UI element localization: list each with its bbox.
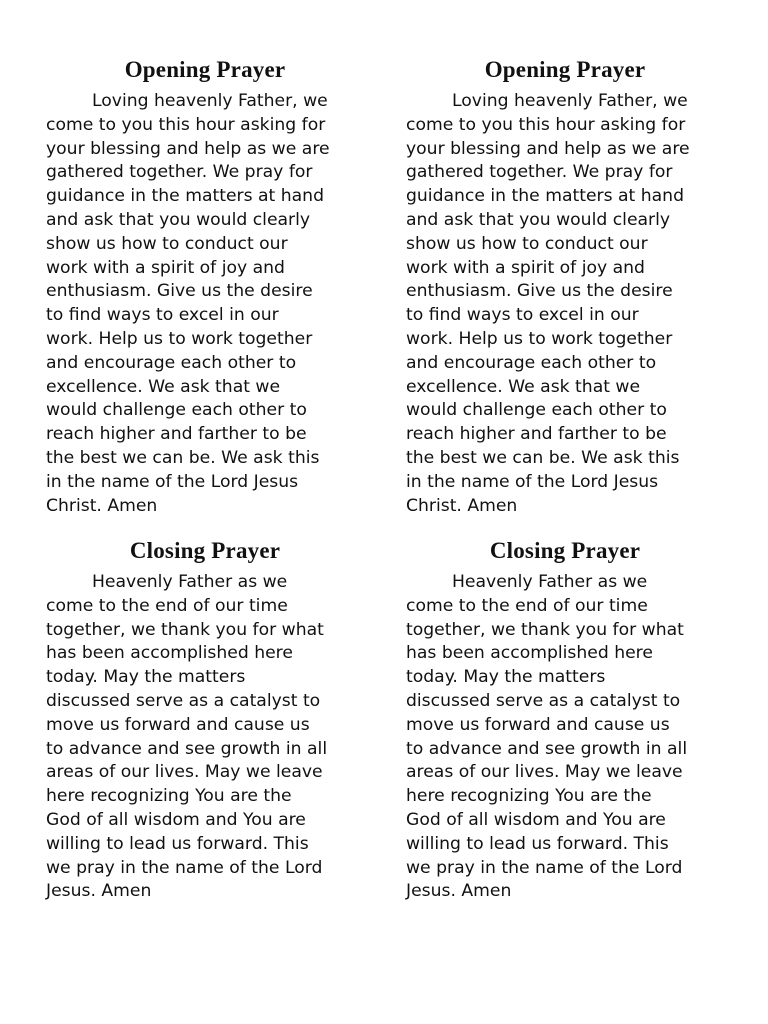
prayer-line: discussed serve as a catalyst to (46, 690, 321, 711)
prayer-line: to advance and see growth in all (46, 738, 328, 759)
prayer-line: together, we thank you for what (406, 619, 684, 640)
prayer-line: has been accomplished here (406, 643, 653, 664)
prayer-line: willing to lead us forward. This (406, 833, 669, 854)
prayer-line: would challenge each other to (406, 400, 667, 421)
prayer-line: come to the end of our time (406, 595, 648, 616)
prayer-line: come to you this hour asking for (46, 114, 326, 135)
prayer-line: areas of our lives. May we leave (46, 762, 323, 783)
closing-prayer-text (406, 571, 724, 904)
prayer-line: guidance in the matters at hand (406, 186, 684, 207)
closing-prayer-title: Closing Prayer (489, 538, 641, 563)
prayer-line: enthusiasm. Give us the desire (46, 281, 313, 302)
prayer-line: guidance in the matters at hand (46, 186, 324, 207)
prayer-line: work with a spirit of joy and (46, 257, 285, 278)
prayer-line: we pray in the name of the Lord (406, 857, 683, 878)
prayer-line: here recognizing You are the (46, 786, 292, 807)
closing-prayer-card-right (406, 536, 724, 904)
prayer-line: has been accomplished here (46, 643, 293, 664)
prayer-line: reach higher and farther to be (406, 424, 667, 445)
prayer-line: together, we thank you for what (46, 619, 324, 640)
prayer-line: and encourage each other to (46, 352, 297, 373)
prayer-line: work with a spirit of joy and (406, 257, 645, 278)
prayer-line: excellence. We ask that we (406, 376, 641, 397)
prayer-line: areas of our lives. May we leave (406, 762, 683, 783)
prayer-line: excellence. We ask that we (46, 376, 281, 397)
prayer-line: to advance and see growth in all (406, 738, 688, 759)
prayer-line: Loving heavenly Father, we (452, 91, 688, 111)
prayer-line: Heavenly Father as we (452, 572, 648, 592)
prayer-line: and ask that you would clearly (406, 209, 671, 230)
prayer-line: discussed serve as a catalyst to (406, 690, 681, 711)
prayer-line: God of all wisdom and You are (46, 809, 306, 830)
prayer-line: work. Help us to work together (46, 328, 313, 349)
prayer-line: in the name of the Lord Jesus (46, 471, 299, 492)
prayer-line: and ask that you would clearly (46, 209, 311, 230)
prayer-line: Heavenly Father as we (92, 572, 288, 592)
prayer-line: today. May the matters (46, 667, 246, 688)
prayer-line: show us how to conduct our (406, 233, 648, 254)
prayer-line: and encourage each other to (406, 352, 657, 373)
prayer-line: gathered together. We pray for (46, 162, 313, 183)
opening-prayer-text (46, 90, 364, 518)
prayer-line: reach higher and farther to be (46, 424, 307, 445)
prayer-line: to find ways to excel in our (406, 305, 639, 326)
prayer-line: your blessing and help as we are (406, 138, 690, 159)
closing-prayer-text (46, 571, 364, 904)
opening-prayer-title: Opening Prayer (124, 57, 286, 82)
prayer-line: Jesus. Amen (406, 881, 512, 902)
prayer-line: to find ways to excel in our (46, 305, 279, 326)
prayer-line: your blessing and help as we are (46, 138, 330, 159)
prayer-line: Christ. Amen (406, 495, 518, 516)
prayer-line: would challenge each other to (46, 400, 307, 421)
prayer-line: show us how to conduct our (46, 233, 288, 254)
prayer-line: in the name of the Lord Jesus (406, 471, 659, 492)
prayer-line: today. May the matters (406, 667, 606, 688)
prayer-line: move us forward and cause us (46, 714, 310, 735)
prayer-line: come to you this hour asking for (406, 114, 686, 135)
prayer-line: the best we can be. We ask this (406, 447, 680, 468)
prayer-line: we pray in the name of the Lord (46, 857, 323, 878)
closing-prayer-card-left (46, 536, 364, 904)
prayer-line: the best we can be. We ask this (46, 447, 320, 468)
prayer-line: Loving heavenly Father, we (92, 91, 328, 111)
opening-prayer-card-right (406, 55, 724, 518)
opening-prayer-card-left (46, 55, 364, 518)
prayer-line: here recognizing You are the (406, 786, 652, 807)
prayer-line: enthusiasm. Give us the desire (406, 281, 673, 302)
prayer-line: work. Help us to work together (406, 328, 673, 349)
prayer-line: gathered together. We pray for (406, 162, 673, 183)
prayer-line: move us forward and cause us (406, 714, 670, 735)
prayer-line: willing to lead us forward. This (46, 833, 309, 854)
prayer-line: Jesus. Amen (46, 881, 152, 902)
prayer-line: come to the end of our time (46, 595, 288, 616)
closing-prayer-title: Closing Prayer (129, 538, 281, 563)
prayer-line: Christ. Amen (46, 495, 158, 516)
prayer-line: God of all wisdom and You are (406, 809, 666, 830)
opening-prayer-title: Opening Prayer (484, 57, 646, 82)
opening-prayer-text (406, 90, 724, 518)
